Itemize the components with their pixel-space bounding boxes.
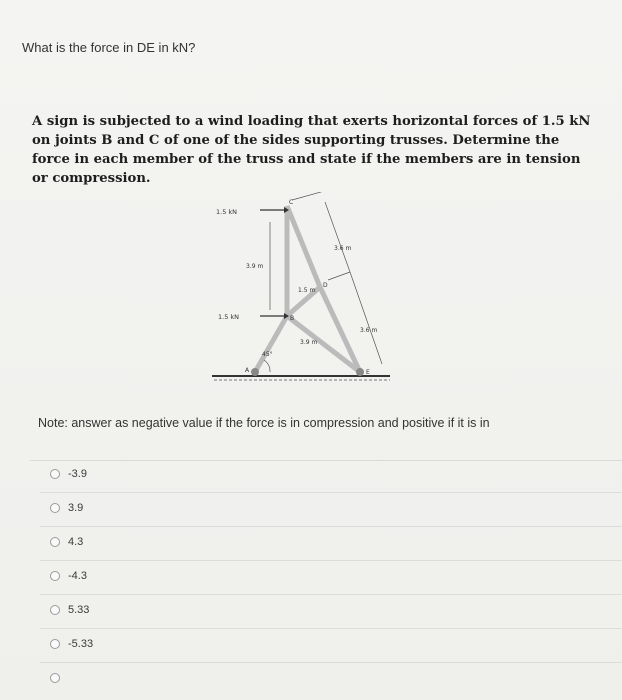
- option-label: 5.33: [68, 604, 90, 616]
- label-joint-b: B: [290, 315, 295, 322]
- label-angle: 45°: [262, 351, 273, 358]
- member-ab: [255, 316, 287, 372]
- label-joint-e: E: [366, 369, 370, 376]
- option-divider: [40, 594, 622, 595]
- label-force-top: 1.5 kN: [216, 208, 238, 216]
- option-label: -4.3: [68, 570, 87, 582]
- dim-ext-top: [292, 192, 328, 200]
- option-label: 4.3: [68, 536, 84, 548]
- label-force-mid: 1.5 kN: [218, 313, 240, 321]
- option-label: -3.9: [68, 468, 87, 480]
- label-dim-lower-mid: 3.9 m: [300, 339, 318, 346]
- angle-arc: [264, 360, 270, 372]
- problem-statement: A sign is subjected to a wind loading that exerts horizontal forces of 1.5 kN on joints B and C of one of the sides supporting trusses. Determine the force in each member of the truss and state if the members are in tension or compression.: [32, 114, 591, 186]
- label-dim-mid: 1.5 m: [298, 287, 316, 294]
- label-dim-lower-right: 3.6 m: [360, 327, 378, 334]
- option-3[interactable]: [50, 532, 83, 552]
- label-dim-upper-left: 3.9 m: [246, 263, 264, 270]
- option-1[interactable]: [50, 464, 87, 484]
- option-7[interactable]: [50, 668, 68, 688]
- truss-figure: [200, 192, 400, 392]
- dim-line-lower-right: [350, 272, 382, 364]
- option-divider: [40, 662, 622, 663]
- radio-circle-icon[interactable]: [50, 639, 60, 649]
- radio-circle-icon[interactable]: [50, 469, 60, 479]
- support-e: [356, 368, 364, 376]
- option-2[interactable]: [50, 498, 83, 518]
- option-4[interactable]: [50, 566, 87, 586]
- question-title: What is the force in DE in kN?: [22, 40, 196, 55]
- radio-circle-icon[interactable]: [50, 673, 60, 683]
- option-label: 3.9: [68, 502, 84, 514]
- options-divider: [30, 460, 622, 461]
- dim-ext-d: [328, 272, 350, 280]
- dim-line-upper-right: [325, 202, 350, 272]
- label-joint-a: A: [245, 367, 250, 374]
- option-divider: [40, 526, 622, 527]
- radio-circle-icon[interactable]: [50, 537, 60, 547]
- option-divider: [40, 492, 622, 493]
- truss-diagram: [200, 192, 400, 392]
- radio-circle-icon[interactable]: [50, 571, 60, 581]
- option-divider: [40, 628, 622, 629]
- radio-circle-icon[interactable]: [50, 503, 60, 513]
- option-divider: [40, 560, 622, 561]
- note-text: Note: answer as negative value if the force is in compression and positive if it is in: [38, 416, 490, 430]
- option-5[interactable]: [50, 600, 89, 620]
- option-6[interactable]: [50, 634, 93, 654]
- label-joint-d: D: [323, 282, 328, 289]
- radio-circle-icon[interactable]: [50, 605, 60, 615]
- option-label: -5.33: [68, 638, 94, 650]
- label-joint-c: C: [289, 199, 294, 206]
- label-dim-upper-right: 3.6 m: [334, 245, 352, 252]
- member-cd: [287, 206, 320, 287]
- support-a: [251, 368, 259, 376]
